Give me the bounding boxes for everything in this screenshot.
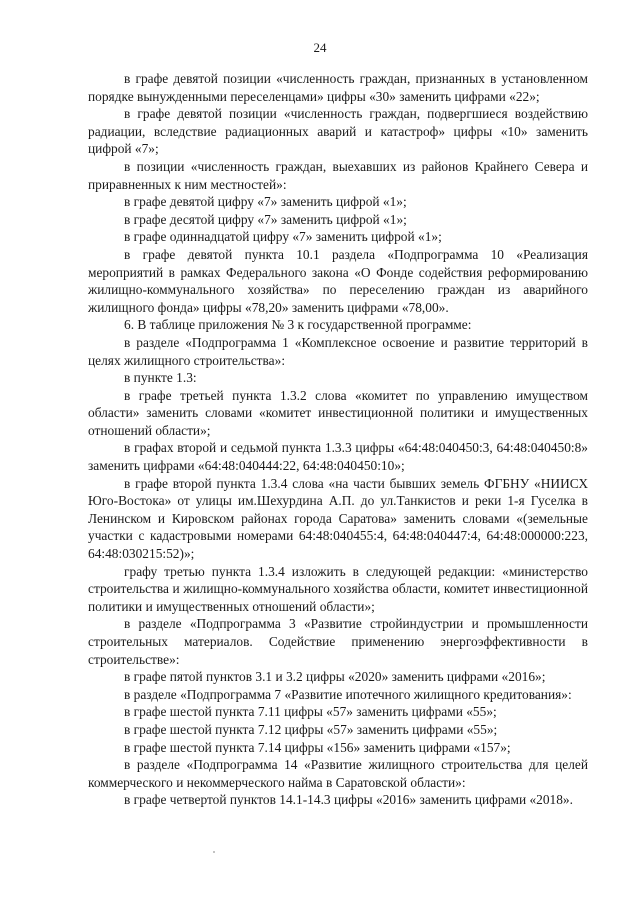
paragraph: в графе третьей пункта 1.3.2 слова «комитет по управлению имуществом области» заменить словами «комитет инвестиционной политики и имущественных отношений области»; (88, 387, 588, 438)
paragraph: в графе девятой позиции «численность граждан, признанных в установленном порядке вынужденными переселенцами» цифры «30» заменить цифрами «22»; (88, 71, 588, 104)
paragraph: в разделе «Подпрограмма 3 «Развитие стройиндустрии и промышленности строительных материалов. Содействие применению энергоэффективности в строительстве»: (88, 616, 588, 667)
paragraph: в разделе «Подпрограмма 1 «Комплексное освоение и развитие территорий в целях жилищного строительства»: (88, 334, 588, 368)
paragraph: в разделе «Подпрограмма 7 «Развитие ипотечного жилищного кредитования»: (124, 686, 572, 702)
paragraph: в графе девятой позиции «численность граждан, подвергшиеся воздействию радиации, вследствие радиационных аварий и катастроф» цифры «10» заменить цифрой «7»; (88, 106, 588, 157)
paragraph: в графе шестой пункта 7.11 цифры «57» заменить цифрами «55»; (124, 704, 497, 720)
paragraph: в графах второй и седьмой пункта 1.3.3 цифры «64:48:040450:3, 64:48:040450:8» заменить цифрами «64:48:040444:22, 64:48:040450:10»; (88, 440, 588, 474)
paragraph: в графе одиннадцатой цифру «7» заменить цифрой «1»; (124, 229, 442, 245)
paragraph: в позиции «численность граждан, выехавших из районов Крайнего Севера и приравненных к ним местностей»: (88, 158, 588, 192)
paragraph: в графе шестой пункта 7.14 цифры «156» заменить цифрами «157»; (124, 739, 511, 755)
page-number: 24 (313, 40, 327, 55)
paragraph: в графе девятой цифру «7» заменить цифрой «1»; (124, 194, 407, 210)
paragraph: 6. В таблице приложения № 3 к государственной программе: (124, 317, 472, 333)
paragraph: в разделе «Подпрограмма 14 «Развитие жилищного строительства для целей коммерческого и некоммерческого найма в Саратовской области»: (88, 757, 588, 790)
paragraph: в графе десятой цифру «7» заменить цифрой «1»; (124, 211, 407, 227)
paragraph: в графе девятой пункта 10.1 раздела «Подпрограмма 10 «Реализация мероприятий в рамках Федерального закона «О Фонде содействия реформированию жилищно-коммунального хозяйства» по переселению граждан из аварийного жилищного фонда» цифры «78,20» заменить цифрами «78,00». (88, 246, 588, 315)
paragraph: в графе второй пункта 1.3.4 слова «на части бывших земель ФГБНУ «НИИСХ Юго-Востока» от улицы им.Шехурдина А.П. до ул.Танкистов и реки 1-я Гуселка в Ленинском и Кировском районах города Саратова» заменить словами «(земельные участки с кадастровыми номерами 64:48:040455:4, 64:48:040447:4, 64:48:000000:223, 64:48:030215:52)»; (88, 475, 588, 562)
paragraph: в графе четвертой пунктов 14.1-14.3 цифры «2016» заменить цифрами «2018». (124, 792, 573, 808)
paragraph: графу третью пункта 1.3.4 изложить в следующей редакции: «министерство строительства и жилищно-коммунального хозяйства области, комитет инвестиционной политики и имущественных отношений области»; (88, 563, 588, 614)
paragraph: в графе шестой пункта 7.12 цифры «57» заменить цифрами «55»; (124, 721, 498, 737)
scan-speck (213, 851, 215, 853)
document-body (88, 70, 588, 809)
paragraph: в пункте 1.3: (124, 370, 197, 386)
paragraph: в графе пятой пунктов 3.1 и 3.2 цифры «2020» заменить цифрами «2016»; (124, 669, 546, 685)
